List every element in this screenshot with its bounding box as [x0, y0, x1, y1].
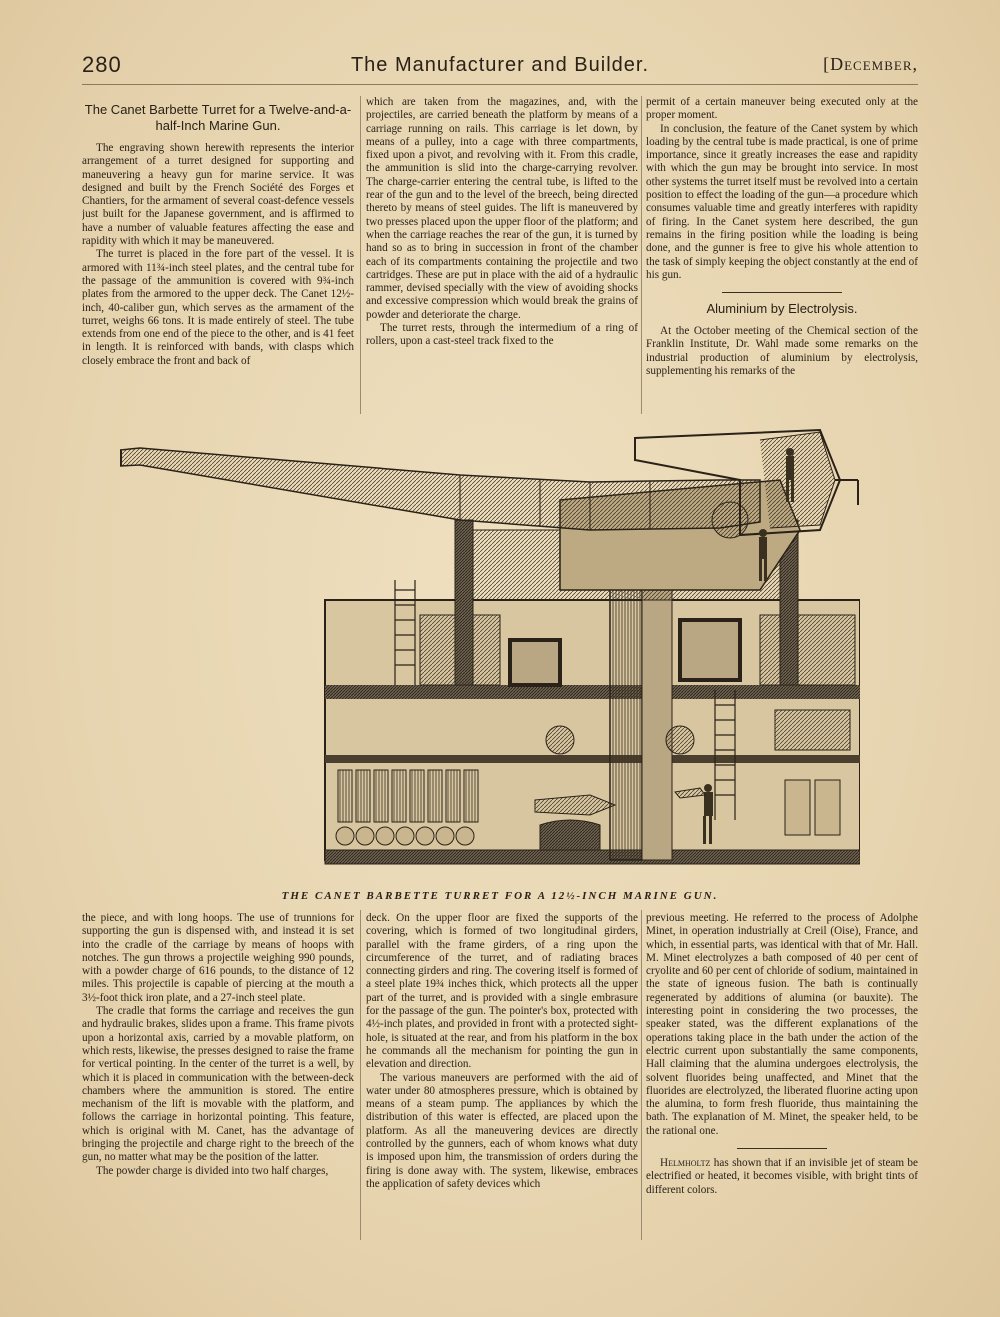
- column-divider: [360, 96, 361, 414]
- projectile-carriage: [540, 820, 600, 850]
- article-column: [366, 912, 638, 1240]
- column-divider: [641, 910, 642, 1240]
- paragraph: which are taken from the magazines, and, with the projectiles, are carried beneath the platform by means of a carriage running on rails. This carriage is let down, by means of a pulley, into a cage with three compartments, fixed upon a pivot, and revolving with it. From this cradle, the ammunition is slid into the charge-carrying revolver. The charge-carrier entering the central tube, is lifted to the rear of the gun and to the level of the breech, being directed thereto by means of steel guides. The lift is maneuvered by two presses placed upon the upper floor of the platform; and when the carriage reaches the rear of the gun, it is turned by hand so as to bring in succession in front of the chamber each of its compartments containing the projectile and two cartridges. These are put in place with the aid of a hydraulic rammer, devised specially with the view of avoiding shocks and excessive compression which would break the grains of powder and deteriorate the charge.: [366, 96, 638, 321]
- paragraph: The cradle that forms the carriage and receives the gun and hydraulic brakes, slides upon a frame. This frame pivots upon a horizontal axis, carried by a movable platform, on which rests, likewise, the presses designed to raise the frame for vertical pointing. In the center of the turret is a well, by which it is placed in communication with the between-deck chambers where the ammunition is stored. The entire mechanism of the lift is movable with the platform, and follows the carriage in horizontal pointing. This feature, which is original with M. Canet, has the advantage of bringing the projectile and charge right to the breech of the gun, no matter what may be the position of the latter.: [82, 1005, 354, 1164]
- paragraph: previous meeting. He referred to the process of Adolphe Minet, in operation industrially at Creil (Oise), France, and which, in essential parts, was identical with that of Mr. Hall. M. Minet electrolyzes a bath composed of 40 per cent of cryolite and 60 per cent of chloride of sodium, maintained in the state of igneous fusion. The bath is continually regenerated by additions of alumina (or bauxite). The interesting point in considering the two processes, the speaker stated, was the different explanations of the operations taking place in the bath under the action of the electric current upon substantially the same components, Hall claiming that the alumina undergoes electrolysis, the solvent fluorides being unaffected, and Minet that the fluorides are electrolyzed, the liberated fluorine acting upon the alumina, to form fresh fluoride, thus maintaining the bath. The explanation of M. Minet, the speaker held, to be the rational one.: [646, 912, 918, 1137]
- central-ammunition-tube: [610, 580, 642, 860]
- keel: [325, 850, 860, 864]
- pump-wheel: [666, 726, 694, 754]
- running-head: [82, 50, 918, 85]
- article-column: [646, 912, 918, 1242]
- paragraph: The various maneuvers are performed with the aid of water under 80 atmospheres pressure, which is obtained by means of a steam pump. The appliances by which the distribution of this water is effected, are placed upon the platform. As all the maneuvering devices are directly controlled by the gunners, each of whom knows what duty is imposed upon him, the transmission of orders during the firing is done away with. The system, likewise, embraces the application of safety devices which: [366, 1071, 638, 1190]
- compartment: [760, 615, 855, 685]
- port-opening: [510, 640, 560, 685]
- article-column: [366, 96, 638, 412]
- issue-month: [December,: [823, 54, 918, 74]
- figure-caption: THE CANET BARBETTE TURRET FOR A 12½-INCH MARINE GUN.: [281, 890, 719, 902]
- turret-engraving: [120, 420, 860, 882]
- paragraph: The powder charge is divided into two half charges,: [96, 1164, 329, 1177]
- note-text: has shown that if an invisible jet of steam be electrified or heated, it becomes visible, with bright tints of different colors.: [646, 1157, 918, 1196]
- article-title: Aluminium by Electrolysis.: [706, 301, 858, 317]
- article-column: [646, 96, 918, 412]
- lower-deck: [325, 755, 860, 763]
- paragraph: In conclusion, the feature of the Canet system by which loading by the central tube is made practical, is one of prime importance, since it greatly increases the ease and rapidity with which the gun may be brought into service. In most other systems the turret itself must be revolved into a certain position to effect the loading of the gun—a procedure which consumes valuable time and greatly interferes with rapidity of firing. In the Canet system here described, the gun remains in the firing position while the loading is being done, and the gunner is free to give his whole attention to the task of simply keeping the object constantly at the end of his gun.: [646, 122, 918, 281]
- section-rule: [737, 1148, 827, 1149]
- tank: [785, 780, 810, 835]
- hydraulic-machinery: [775, 710, 850, 750]
- port-opening: [680, 620, 740, 680]
- gun-barrel: [120, 448, 760, 530]
- paragraph: The turret rests, through the intermedium of a ring of rollers, upon a cast-steel track fixed to the: [366, 322, 638, 348]
- lift-shaft: [642, 570, 672, 860]
- article-column: [82, 100, 354, 412]
- note-name: Helmholtz: [660, 1157, 711, 1170]
- journal-title: The Manufacturer and Builder.: [350, 54, 650, 76]
- section-rule: [722, 292, 842, 293]
- armored-deck: [325, 685, 860, 699]
- column-divider: [360, 910, 361, 1240]
- article-column: [82, 912, 354, 1240]
- paragraph: permit of a certain maneuver being executed only at the proper moment.: [646, 96, 918, 122]
- article-title: The Canet Barbette Turret for a Twelve-and-a-half-Inch Marine Gun.: [84, 102, 352, 133]
- page-number: 280: [82, 52, 122, 77]
- pointers-box: [760, 432, 835, 528]
- paragraph: The turret is placed in the fore part of the vessel. It is armored with 11¾-inch steel plates, and the central tube for the passage of the ammunition is covered with 9¾-inch plates from the armored to the upper deck. The Canet 12½-inch, 40-caliber gun, which serves as the armament of the turret, weighs 66 tons. It is made entirely of steel. The tube extends from one end of the piece to the other, and is 41 feet in length. It is reinforced with bands, with clasps which closely embrace the front and back of: [82, 248, 354, 367]
- paragraph: deck. On the upper floor are fixed the supports of the covering, which is formed of two longitudinal girders, parallel with the frame girders, of a ring upon the circumference of the turret, and of radiating braces connecting girders and ring. The covering itself is formed of a steel plate 19¾ inches thick, which protects all the upper part of the turret, and is provided with a single embrasure for the passage of the gun. The pointer's box, protected with 4½-inch plates, and provided in front with a protected sight-hole, is situated at the rear, and from his platform in the box he commands all the mechanism for pointing the gun in elevation and direction.: [366, 912, 638, 1071]
- paragraph: The engraving shown herewith represents the interior arrangement of a turret designed for supporting and maneuvering a heavy gun for marine service. It was designed and built by the French Société des Forges et Chantiers, for the armament of several coast-defence vessels just built for the Japanese government, and is affirmed to have a number of valuable features affecting the ease and rapidity with which it may be maneuvered.: [82, 142, 354, 248]
- barbette-armor: [455, 520, 473, 685]
- paragraph: the piece, and with long hoops. The use of trunnions for supporting the gun is dispensed with, and instead it is set into the cradle of the carriage by means of hoops with notches. The gun throws a projectile weighing 990 pounds, with a powder charge of 616 pounds, to the distance of 12 miles. This projectile is capable of piercing at the mouth a 3½-foot thick iron plate, and a 27-inch steel plate.: [82, 912, 354, 1004]
- column-divider: [641, 96, 642, 414]
- pump-wheel: [546, 726, 574, 754]
- tank: [815, 780, 840, 835]
- paragraph: At the October meeting of the Chemical section of the Franklin Institute, Dr. Wahl made some remarks on the industrial production of aluminium by electrolysis, supplementing his remarks of the: [646, 325, 918, 378]
- note-paragraph: [646, 1157, 918, 1197]
